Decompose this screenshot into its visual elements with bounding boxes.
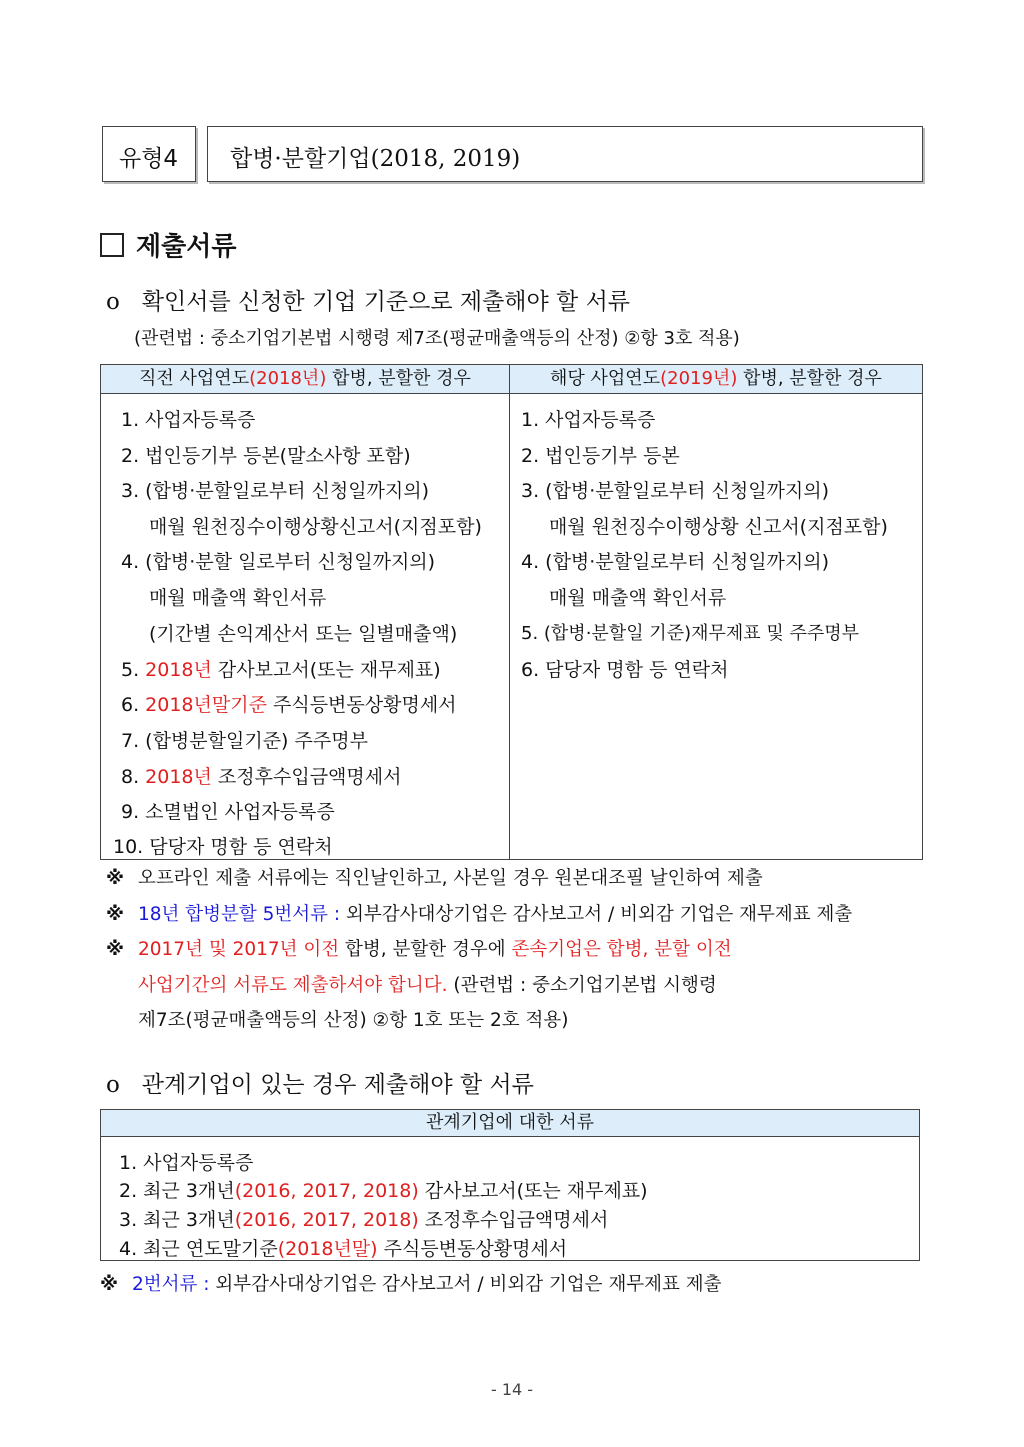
right-item: 2. 법인등기부 등본 — [521, 445, 680, 467]
reference-mark: ※ — [106, 904, 124, 925]
table-2-item: 3. 최근 3개년(2016, 2017, 2018) 조정후수입금액명세서 — [119, 1209, 609, 1231]
left-item: 7. (합병분할일기준) 주주명부 — [121, 730, 368, 752]
type-label: 유형4 — [119, 146, 179, 172]
left-item: 9. 소멸법인 사업자등록증 — [121, 801, 335, 823]
page-number: - 14 - — [490, 1380, 534, 1399]
right-item: 5. (합병·분할일 기준)재무제표 및 주주명부 — [521, 623, 860, 644]
note-2: ※ 18년 합병분할 5번서류 : 외부감사대상기업은 감사보고서 / 비외감 기업은 재무제표 제출 — [106, 904, 853, 925]
law-reference: (관련법 : 중소기업기본법 시행령 제7조(평균매출액등의 산정) ②항 3호 적용) — [134, 328, 740, 349]
left-item: 3. (합병·분할일로부터 신청일까지의) — [121, 480, 430, 502]
note-3-line-3: 제7조(평균매출액등의 산정) ②항 1호 또는 2호 적용) — [138, 1010, 569, 1031]
table-2-header: 관계기업에 대한 서류 — [101, 1110, 919, 1137]
bullet-1-text: 확인서를 신청한 기업 기준으로 제출해야 할 서류 — [141, 289, 631, 315]
reference-mark: ※ — [106, 868, 124, 889]
left-item: 매월 원천징수이행상황신고서(지점포함) — [149, 516, 482, 538]
left-item: 1. 사업자등록증 — [121, 409, 256, 431]
table-2-item: 2. 최근 3개년(2016, 2017, 2018) 감사보고서(또는 재무제표) — [119, 1180, 648, 1202]
right-item: 1. 사업자등록증 — [521, 409, 656, 431]
note-3-line-2: 사업기간의 서류도 제출하셔야 합니다. (관련법 : 중소기업기본법 시행령 — [138, 975, 717, 996]
left-item: 4. (합병·분할 일로부터 신청일까지의) — [121, 551, 436, 573]
note-3: ※ 2017년 및 2017년 이전 합병, 분할한 경우에 존속기업은 합병, 분할 이전 — [106, 939, 732, 960]
reference-mark: ※ — [100, 1274, 118, 1295]
bullet-2-text: 관계기업이 있는 경우 제출해야 할 서류 — [141, 1072, 534, 1098]
right-item: 매월 매출액 확인서류 — [549, 587, 727, 609]
right-item: 4. (합병·분할일로부터 신청일까지의) — [521, 551, 830, 573]
table-2-item: 4. 최근 연도말기준(2018년말) 주식등변동상황명세서 — [119, 1238, 568, 1260]
note-1: ※ 오프라인 제출 서류에는 직인날인하고, 사본일 경우 원본대조필 날인하여 제출 — [106, 868, 763, 889]
reference-mark: ※ — [106, 939, 124, 960]
page-title: 합병·분할기업(2018, 2019) — [230, 146, 521, 172]
left-item: 10. 담당자 명함 등 연락처 — [113, 836, 333, 858]
left-item: 2. 법인등기부 등본(말소사항 포함) — [121, 445, 411, 467]
checkbox-square-icon — [100, 233, 124, 257]
left-item: 매월 매출액 확인서류 — [149, 587, 327, 609]
right-item: 매월 원천징수이행상황 신고서(지점포함) — [549, 516, 888, 538]
type-label-box — [102, 126, 196, 182]
table-2-item: 1. 사업자등록증 — [119, 1152, 254, 1174]
column-divider — [509, 393, 510, 859]
bullet-marker: o — [106, 1072, 120, 1098]
affiliate-documents-table — [100, 1109, 920, 1261]
footer-note: ※ 2번서류 : 외부감사대상기업은 감사보고서 / 비외감 기업은 재무제표 제출 — [100, 1274, 722, 1295]
left-item: 8. 2018년 조정후수입금액명세서 — [121, 766, 402, 788]
bullet-marker: o — [106, 289, 120, 315]
section-heading — [100, 226, 236, 263]
section-heading-text: 제출서류 — [136, 232, 237, 262]
right-item: 3. (합병·분할일로부터 신청일까지의) — [521, 480, 830, 502]
documents-table — [100, 364, 923, 860]
table-header-right: 해당 사업연도(2019년) 합병, 분할한 경우 — [510, 365, 922, 394]
left-item: 6. 2018년말기준 주식등변동상황명세서 — [121, 694, 457, 716]
left-item: 5. 2018년 감사보고서(또는 재무제표) — [121, 659, 441, 681]
table-header-left: 직전 사업연도(2018년) 합병, 분할한 경우 — [101, 365, 510, 394]
right-item: 6. 담당자 명함 등 연락처 — [521, 659, 729, 681]
bullet-1 — [106, 283, 630, 316]
title-box — [207, 126, 923, 182]
bullet-2 — [106, 1066, 534, 1099]
left-item: (기간별 손익계산서 또는 일별매출액) — [149, 623, 458, 645]
